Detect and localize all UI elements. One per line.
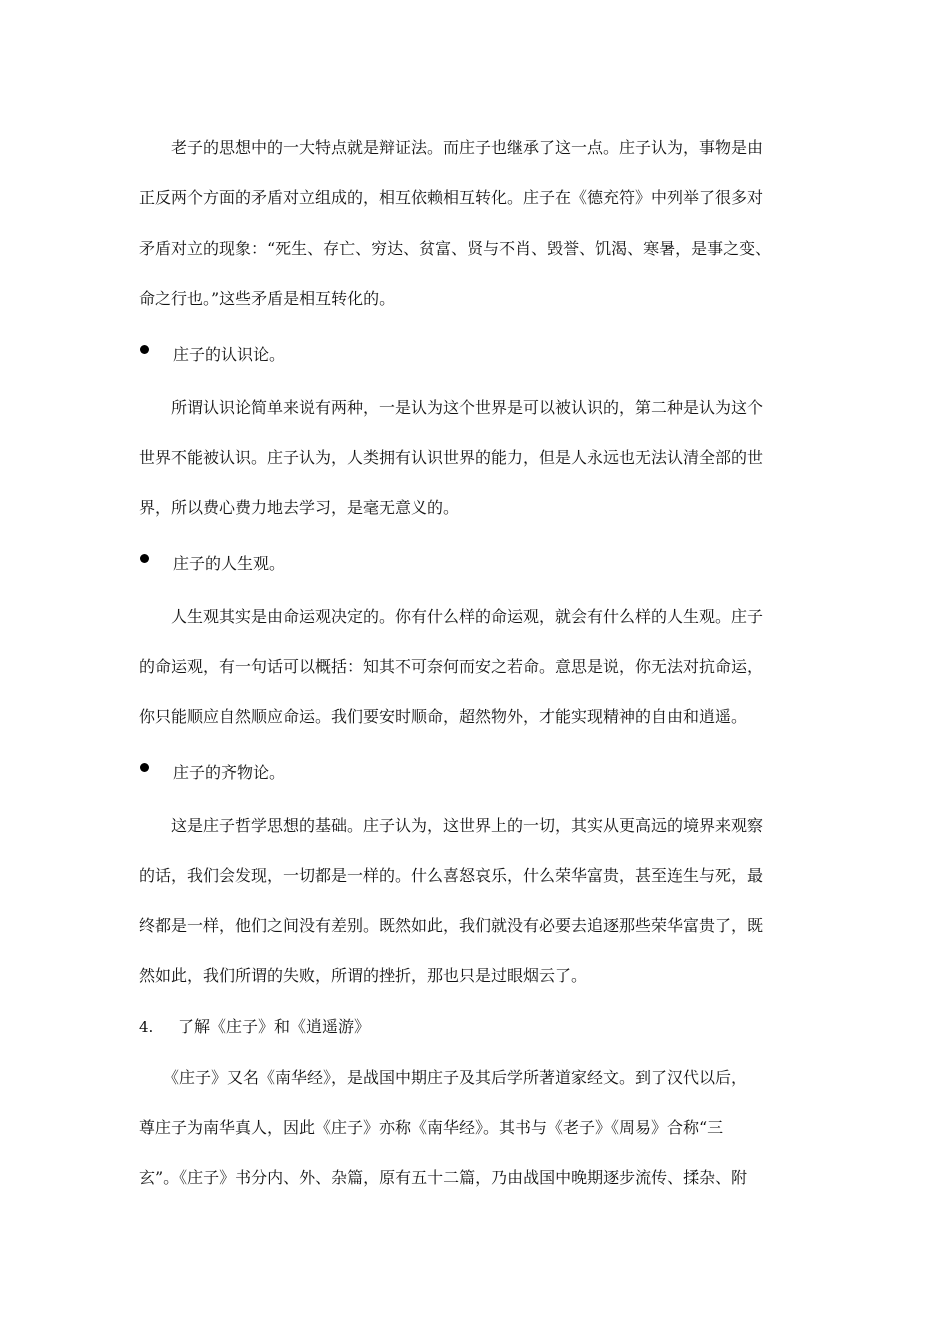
text-line: 人生观其实是由命运观决定的。你有什么样的命运观，就会有什么样的人生观。庄子 [139, 607, 764, 626]
text-line: 所谓认识论简单来说有两种，一是认为这个世界是可以被认识的，第二种是认为这个 [139, 398, 764, 417]
text-line: 正反两个方面的矛盾对立组成的，相互依赖相互转化。庄子在《德充符》中列举了很多对 [139, 188, 764, 207]
text-line: 然如此，我们所谓的失败，所谓的挫折，那也只是过眼烟云了。 [139, 966, 588, 985]
text-line: 命之行也。”这些矛盾是相互转化的。 [139, 289, 396, 308]
text-line: 这是庄子哲学思想的基础。庄子认为，这世界上的一切，其实从更高远的境界来观察 [139, 816, 764, 835]
text-line: 的话，我们会发现，一切都是一样的。什么喜怒哀乐，什么荣华富贵，甚至连生与死，最 [139, 866, 764, 885]
text-line: 的命运观，有一句话可以概括：知其不可奈何而安之若命。意思是说，你无法对抗命运， [139, 657, 764, 676]
bullet-heading-epistemology: 庄子的认识论。 [173, 345, 286, 364]
text-line: 《庄子》又名《南华经》，是战国中期庄子及其后学所著道家经文。到了汉代以后， [139, 1068, 748, 1087]
text-line: 矛盾对立的现象：“死生、存亡、穷达、贫富、贤与不肖、毁誉、饥渴、寒暑，是事之变、 [139, 239, 772, 258]
bullet-dot-icon [140, 554, 149, 563]
bullet-heading-life-view: 庄子的人生观。 [173, 554, 286, 573]
bullet-dot-icon [140, 763, 149, 772]
text-line: 界，所以费心费力地去学习，是毫无意义的。 [139, 498, 460, 517]
bullet-dot-icon [140, 345, 149, 354]
text-line: 老子的思想中的一大特点就是辩证法。而庄子也继承了这一点。庄子认为，事物是由 [139, 138, 764, 157]
text-line: 世界不能被认识。庄子认为，人类拥有认识世界的能力，但是人永远也无法认清全部的世 [139, 448, 764, 467]
bullet-heading-equality: 庄子的齐物论。 [173, 763, 286, 782]
text-line: 玄”。《庄子》书分内、外、杂篇，原有五十二篇，乃由战国中晚期逐步流传、揉杂、附 [139, 1168, 748, 1187]
heading-number: 4. [139, 1018, 154, 1036]
text-line: 尊庄子为南华真人，因此《庄子》亦称《南华经》。其书与《老子》《周易》合称“三 [139, 1118, 724, 1137]
section-heading: 了解《庄子》和《逍遥游》 [178, 1017, 371, 1036]
text-line: 你只能顺应自然顺应命运。我们要安时顺命，超然物外，才能实现精神的自由和逍遥。 [139, 707, 748, 726]
text-line: 终都是一样，他们之间没有差别。既然如此，我们就没有必要去追逐那些荣华富贵了，既 [139, 916, 764, 935]
